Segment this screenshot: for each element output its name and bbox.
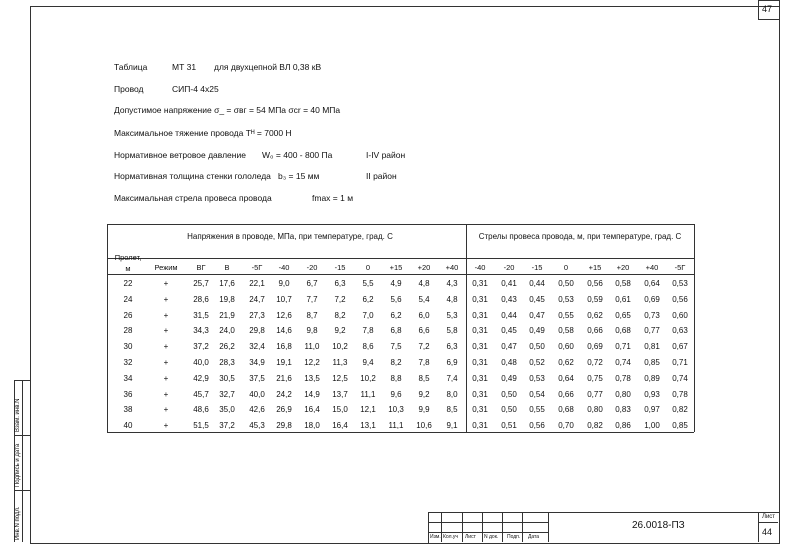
stress-column-header: В: [224, 263, 230, 272]
stress-cell: 7,0: [362, 310, 374, 320]
wind-label: Нормативное ветровое давление: [114, 150, 246, 160]
stress-cell: 6,6: [418, 326, 430, 336]
sag-cell: 0,82: [587, 421, 603, 431]
span-cell: 40: [123, 421, 133, 431]
stress-cell: 11,1: [360, 389, 376, 399]
sag-cell: 0,64: [558, 373, 574, 383]
sag-cell: 0,58: [615, 279, 631, 288]
stress-cell: 9,6: [390, 389, 402, 399]
sag-cell: 0,60: [672, 310, 688, 320]
sag-cell: 0,68: [558, 405, 574, 415]
stamp-col-signature: Подп.: [507, 534, 521, 540]
sag-cell: 0,51: [501, 421, 517, 431]
sag-cell: 0,59: [587, 294, 603, 304]
stress-group-title: Напряжения в проводе, МПа, при температуре, град. С: [187, 232, 393, 241]
stress-cell: 24,0: [219, 326, 235, 336]
sag-cell: 0,75: [587, 373, 603, 383]
mode-cell: +: [163, 405, 169, 415]
sag-cell: 0,58: [558, 326, 574, 336]
sag-cell: 0,81: [644, 342, 660, 352]
sag-cell: 0,74: [615, 358, 631, 367]
stress-cell: 26,2: [219, 342, 235, 352]
stamp-col-count: Кол.уч: [443, 534, 458, 540]
stress-column-header: +20: [417, 263, 431, 272]
span-cell: 26: [123, 310, 133, 320]
sag-cell: 0,45: [501, 326, 517, 336]
sag-cell: 0,71: [672, 358, 688, 367]
sag-cell: 0,50: [501, 405, 517, 415]
stress-cell: 16,4: [304, 405, 320, 415]
stamp-col-date: Дата: [528, 534, 540, 540]
stress-cell: 8,2: [390, 358, 402, 367]
stress-cell: 13,7: [332, 389, 348, 399]
ice-region: II район: [366, 171, 397, 181]
sag-cell: 0,68: [615, 326, 631, 336]
ice-label: Нормативная толщина стенки гололеда: [114, 171, 271, 181]
sag-cell: 0,47: [501, 342, 517, 352]
title-block-col-6: [548, 512, 549, 542]
stress-cell: 29,8: [249, 326, 265, 336]
stress-cell: 6,9: [446, 358, 458, 367]
stress-cell: 34,9: [249, 358, 265, 367]
sag-cell: 0,77: [587, 389, 603, 399]
sag-column-header: 0: [563, 263, 569, 272]
stress-cell: 14,6: [276, 326, 292, 336]
stress-cell: 10,3: [388, 405, 404, 415]
stress-cell: 8,7: [306, 310, 318, 320]
sag-cell: 0,85: [672, 421, 688, 431]
stress-cell: 6,0: [418, 310, 430, 320]
stress-cell: 9,0: [278, 279, 290, 288]
stress-cell: 5,5: [362, 279, 374, 288]
stress-cell: 7,8: [418, 358, 430, 367]
title-block-row-1: [428, 522, 548, 523]
stress-cell: 42,6: [249, 405, 265, 415]
mode-cell: +: [163, 342, 169, 352]
sag-cell: 0,55: [529, 405, 545, 415]
stress-cell: 45,3: [249, 421, 265, 431]
span-cell: 28: [123, 326, 133, 336]
sag-column-header: -15: [531, 263, 543, 272]
stress-cell: 9,4: [362, 358, 374, 367]
stress-cell: 17,6: [219, 279, 235, 288]
stress-cell: 10,6: [416, 421, 432, 431]
stamp-col-change: Изм.: [430, 534, 441, 540]
sag-cell: 0,53: [672, 279, 688, 288]
stress-cell: 34,3: [193, 326, 209, 336]
stress-column-header: ВГ: [196, 263, 206, 272]
sag-cell: 0,49: [529, 326, 545, 336]
title-block-col-4: [502, 512, 503, 542]
stress-cell: 30,5: [219, 373, 235, 383]
sag-cell: 0,43: [501, 294, 517, 304]
stress-cell: 7,2: [334, 294, 346, 304]
sag-cell: 0,31: [472, 279, 488, 288]
stress-cell: 5,4: [418, 294, 430, 304]
sag-cell: 0,66: [587, 326, 603, 336]
sag-cell: 0,50: [529, 342, 545, 352]
table-right-border: [694, 224, 695, 432]
stress-cell: 16,4: [332, 421, 348, 431]
sag-cell: 0,77: [644, 326, 660, 336]
stress-cell: 37,5: [249, 373, 265, 383]
sag-cell: 0,31: [472, 373, 488, 383]
stress-cell: 14,9: [304, 389, 320, 399]
stress-cell: 7,4: [446, 373, 458, 383]
sag-cell: 0,50: [558, 279, 574, 288]
stress-cell: 40,0: [249, 389, 265, 399]
stress-cell: 6,3: [446, 342, 458, 352]
stress-cell: 32,7: [219, 389, 235, 399]
table-bottom-border: [107, 432, 694, 433]
mode-cell: +: [163, 326, 169, 336]
stress-cell: 21,9: [219, 310, 235, 320]
span-header: Пролет,: [114, 253, 142, 262]
span-cell: 36: [123, 389, 133, 399]
stress-cell: 9,2: [334, 326, 346, 336]
stress-cell: 22,1: [249, 279, 265, 288]
stress-cell: 32,4: [249, 342, 265, 352]
stress-cell: 10,2: [332, 342, 348, 352]
sag-cell: 0,70: [558, 421, 574, 431]
ice-value: b₃ = 15 мм: [278, 171, 320, 181]
stress-cell: 8,5: [446, 405, 458, 415]
title-block-col-3: [482, 512, 483, 542]
sag-cell: 0,60: [558, 342, 574, 352]
stress-cell: 31,5: [193, 310, 209, 320]
sag-cell: 0,80: [615, 389, 631, 399]
sag-cell: 0,31: [472, 358, 488, 367]
sag-cell: 0,69: [587, 342, 603, 352]
span-cell: 22: [123, 279, 133, 288]
page-number: 47: [762, 4, 773, 14]
sag-cell: 0,97: [644, 405, 660, 415]
stress-column-header: +40: [445, 263, 459, 272]
sag-cell: 0,44: [529, 279, 545, 288]
sag-cell: 0,52: [529, 358, 545, 367]
sag-cell: 0,31: [472, 326, 488, 336]
sag-cell: 0,86: [615, 421, 631, 431]
title-block-col-2: [462, 512, 463, 542]
sag-column-header: -20: [503, 263, 515, 272]
stamp-col-docnum: N док.: [484, 534, 499, 540]
stress-cell: 10,7: [276, 294, 292, 304]
stress-cell: 29,8: [276, 421, 292, 431]
stress-cell: 28,3: [219, 358, 235, 367]
stress-cell: 5,3: [446, 310, 458, 320]
stress-cell: 9,1: [446, 421, 458, 431]
side-label-inventory: Инв.N подл.: [15, 506, 21, 540]
sag-cell: 0,55: [558, 310, 574, 320]
mode-cell: +: [163, 279, 169, 288]
mode-cell: +: [163, 310, 169, 320]
stress-cell: 7,5: [390, 342, 402, 352]
sag-cell: 0,74: [672, 373, 688, 383]
stress-cell: 24,7: [249, 294, 265, 304]
stress-cell: 8,8: [390, 373, 402, 383]
title-block-sheet-divider: [758, 522, 778, 523]
document-code: 26.0018-ПЗ: [632, 520, 685, 531]
sag-column-header: +20: [616, 263, 630, 272]
sag-cell: 0,56: [587, 279, 603, 288]
stress-cell: 8,6: [362, 342, 374, 352]
stress-cell: 48,6: [193, 405, 209, 415]
sag-cell: 1,00: [644, 421, 660, 431]
sag-cell: 0,67: [672, 342, 688, 352]
sag-cell: 0,83: [615, 405, 631, 415]
stress-cell: 37,2: [193, 342, 209, 352]
mode-cell: +: [163, 373, 169, 383]
table-label: Таблица: [114, 62, 148, 72]
span-cell: 30: [123, 342, 133, 352]
stress-cell: 27,3: [249, 310, 265, 320]
sag-cell: 0,56: [672, 294, 688, 304]
mode-cell: +: [163, 389, 169, 399]
stress-cell: 12,2: [304, 358, 320, 367]
mode-cell: +: [163, 421, 169, 431]
stress-cell: 26,9: [276, 405, 292, 415]
table-id: МТ 31: [172, 62, 197, 72]
sag-group-title: Стрелы провеса провода, м, при температуре, град. С: [478, 232, 682, 241]
stress-cell: 4,9: [390, 279, 402, 288]
stress-cell: 6,2: [362, 294, 374, 304]
wire-value: СИП-4 4х25: [172, 84, 219, 94]
stress-cell: 9,2: [418, 389, 430, 399]
stress-cell: 11,3: [332, 358, 348, 367]
sag-column-header: -40: [474, 263, 486, 272]
title-block-col-7: [758, 512, 759, 542]
sheet-label: Лист: [762, 514, 776, 520]
sag-cell: 0,66: [558, 389, 574, 399]
stress-cell: 7,8: [362, 326, 374, 336]
stress-cell: 9,9: [418, 405, 430, 415]
stress-column-header: -40: [278, 263, 290, 272]
stress-cell: 8,2: [334, 310, 346, 320]
stress-cell: 5,6: [390, 294, 402, 304]
span-cell: 34: [123, 373, 133, 383]
sag-cell: 0,31: [472, 294, 488, 304]
sag-cell: 0,31: [472, 310, 488, 320]
sag-label: Максимальная стрела провеса провода: [114, 193, 272, 203]
sag-cell: 0,56: [529, 421, 545, 431]
stress-cell: 10,2: [360, 373, 376, 383]
mode-header: Режим: [154, 263, 178, 272]
sag-cell: 0,78: [672, 389, 688, 399]
stress-cell: 19,8: [219, 294, 235, 304]
side-label-signature: Подпись и дата: [15, 443, 21, 487]
stress-cell: 13,1: [360, 421, 376, 431]
stress-column-header: -15: [334, 263, 346, 272]
sag-cell: 0,64: [644, 279, 660, 288]
span-cell: 38: [123, 405, 133, 415]
stress-cell: 4,8: [418, 279, 430, 288]
sag-column-header: +40: [645, 263, 659, 272]
stress-cell: 4,8: [446, 294, 458, 304]
stress-cell: 12,5: [332, 373, 348, 383]
span-cell: 32: [123, 358, 133, 367]
stress-line: Допустимое напряжение σ_ = σвг = 54 МПа σcr = 40 МПа: [114, 105, 341, 115]
span-unit-header: м: [125, 264, 131, 273]
sag-cell: 0,69: [644, 294, 660, 304]
stress-cell: 40,0: [193, 358, 209, 367]
title-block-row-2: [428, 532, 548, 533]
sag-cell: 0,31: [472, 405, 488, 415]
sag-cell: 0,44: [501, 310, 517, 320]
wind-value: W₀ = 400 - 800 Па: [262, 150, 333, 160]
stress-column-header: 0: [365, 263, 371, 272]
mode-cell: +: [163, 358, 169, 367]
stress-cell: 11,1: [388, 421, 404, 431]
stress-cell: 8,0: [446, 389, 458, 399]
sag-column-header: +15: [588, 263, 602, 272]
stress-column-header: -20: [306, 263, 318, 272]
stress-cell: 6,3: [334, 279, 346, 288]
sag-cell: 0,85: [644, 358, 660, 367]
sag-cell: 0,80: [587, 405, 603, 415]
stress-cell: 6,8: [390, 326, 402, 336]
stress-cell: 12,1: [360, 405, 376, 415]
stress-cell: 11,0: [304, 342, 320, 352]
wire-label: Провод: [114, 84, 144, 94]
stress-cell: 7,2: [418, 342, 430, 352]
stress-cell: 15,0: [332, 405, 348, 415]
wind-region: I-IV район: [366, 150, 406, 160]
sag-cell: 0,71: [615, 342, 631, 352]
stress-cell: 6,2: [390, 310, 402, 320]
sag-cell: 0,49: [501, 373, 517, 383]
stress-column-header: +15: [389, 263, 403, 272]
sag-cell: 0,54: [529, 389, 545, 399]
sag-cell: 0,62: [558, 358, 574, 367]
stress-cell: 21,6: [276, 373, 292, 383]
sag-cell: 0,31: [472, 389, 488, 399]
table-group-title-border: [107, 258, 694, 259]
stress-cell: 51,5: [193, 421, 209, 431]
stress-cell: 24,2: [276, 389, 292, 399]
sag-cell: 0,53: [529, 373, 545, 383]
stress-cell: 6,7: [306, 279, 318, 288]
sag-cell: 0,45: [529, 294, 545, 304]
stress-cell: 25,7: [193, 279, 209, 288]
title-block-col-1: [441, 512, 442, 542]
sag-cell: 0,73: [644, 310, 660, 320]
table-description: для двухцепной ВЛ 0,38 кВ: [214, 62, 322, 72]
span-cell: 24: [123, 294, 133, 304]
stress-cell: 4,3: [446, 279, 458, 288]
sag-cell: 0,50: [501, 389, 517, 399]
sag-cell: 0,48: [501, 358, 517, 367]
sag-cell: 0,72: [587, 358, 603, 367]
sag-cell: 0,47: [529, 310, 545, 320]
sag-cell: 0,53: [558, 294, 574, 304]
tension-line: Максимальное тяжение провода Tᴴ = 7000 Н: [114, 128, 292, 138]
sag-cell: 0,89: [644, 373, 660, 383]
sag-cell: 0,63: [672, 326, 688, 336]
sag-cell: 0,41: [501, 279, 517, 288]
stress-cell: 42,9: [193, 373, 209, 383]
sag-column-header: -5Г: [674, 263, 686, 272]
stress-cell: 16,8: [276, 342, 292, 352]
sag-cell: 0,62: [587, 310, 603, 320]
stress-cell: 12,6: [276, 310, 292, 320]
sheet-number: 44: [762, 527, 773, 537]
sag-cell: 0,78: [615, 373, 631, 383]
sag-cell: 0,31: [472, 421, 488, 431]
stress-cell: 37,2: [219, 421, 235, 431]
stress-cell: 7,7: [306, 294, 318, 304]
stress-cell: 35,0: [219, 405, 235, 415]
table-header-border: [107, 274, 694, 275]
title-block: [428, 512, 780, 544]
sag-cell: 0,65: [615, 310, 631, 320]
mode-cell: +: [163, 294, 169, 304]
side-label-replaces: Взам. инв.N: [15, 398, 21, 432]
stress-cell: 5,8: [446, 326, 458, 336]
sag-cell: 0,31: [472, 342, 488, 352]
stamp-col-sheet: Лист: [465, 534, 476, 540]
sag-cell: 0,61: [615, 294, 631, 304]
table-top-border: [107, 224, 694, 225]
sag-cell: 0,82: [672, 405, 688, 415]
stress-cell: 28,6: [193, 294, 209, 304]
stress-column-header: -5Г: [251, 263, 263, 272]
title-block-col-5: [522, 512, 523, 542]
stress-cell: 8,5: [418, 373, 430, 383]
sag-cell: 0,93: [644, 389, 660, 399]
stress-cell: 9,8: [306, 326, 318, 336]
stress-cell: 13,5: [304, 373, 320, 383]
stress-cell: 45,7: [193, 389, 209, 399]
sag-value: fmax = 1 м: [312, 193, 354, 203]
stress-cell: 19,1: [276, 358, 292, 367]
stress-cell: 18,0: [304, 421, 320, 431]
